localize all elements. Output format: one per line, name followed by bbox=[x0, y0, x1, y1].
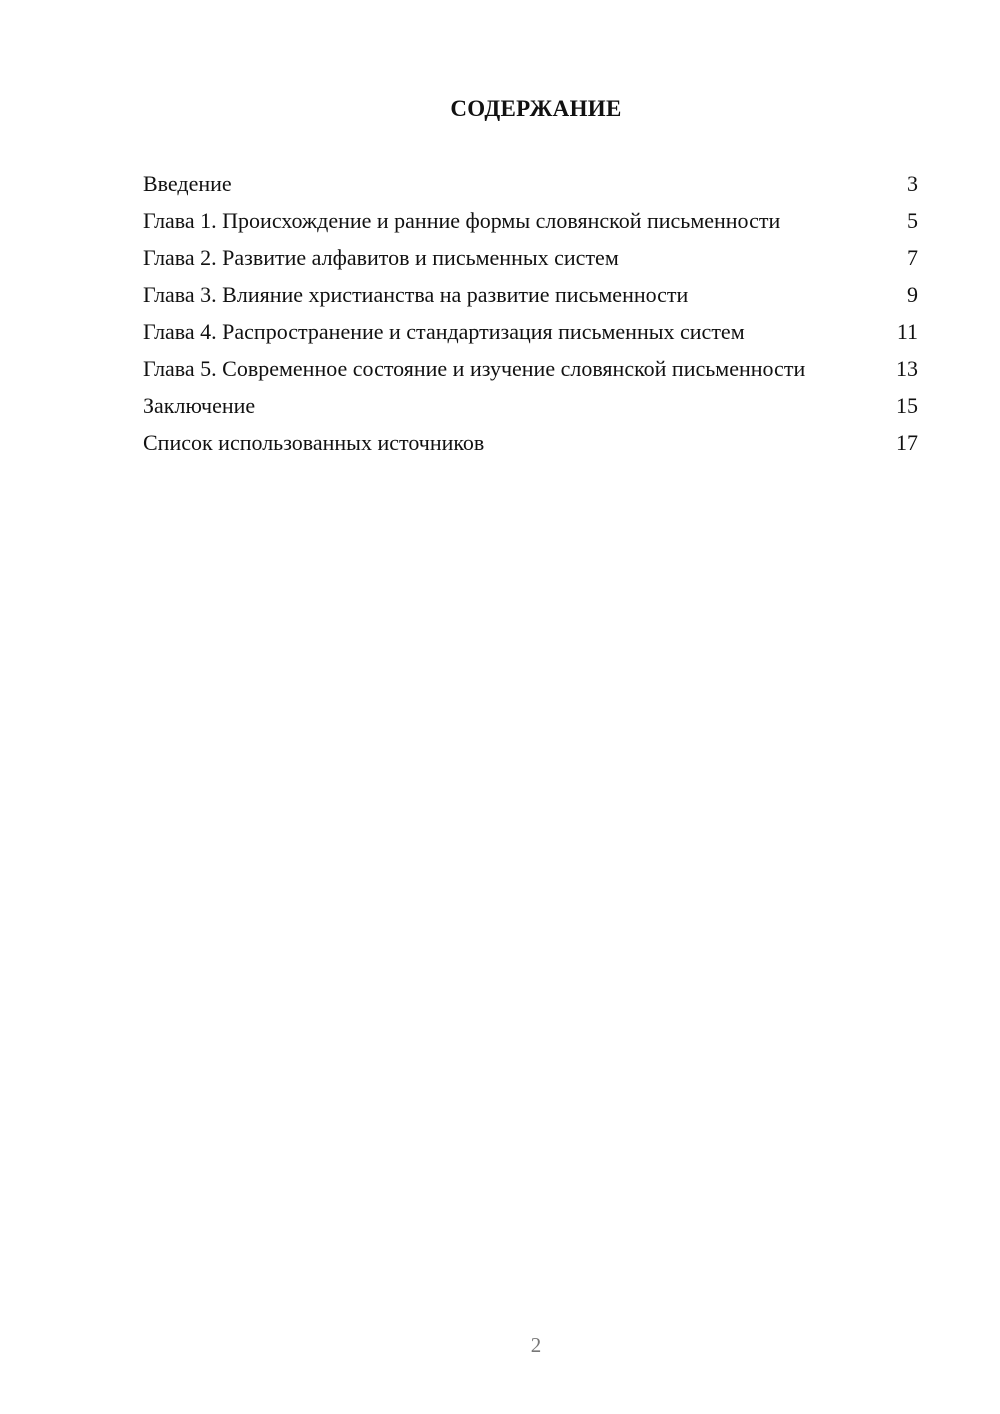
toc-entry-page: 9 bbox=[907, 282, 918, 307]
toc-entry-text: Глава 5. Современное состояние и изучение словянской письменности bbox=[143, 356, 806, 381]
toc-entry-page: 13 bbox=[896, 356, 918, 381]
toc-entry-page: 11 bbox=[896, 319, 918, 344]
toc-entry-chapter-5[interactable] bbox=[143, 356, 918, 382]
toc-list bbox=[143, 171, 918, 467]
toc-title: СОДЕРЖАНИЕ bbox=[450, 96, 622, 121]
toc-entry-text: Глава 4. Распространение и стандартизация письменных систем bbox=[143, 319, 745, 344]
toc-entry-page: 5 bbox=[907, 208, 918, 233]
toc-entry-text: Глава 3. Влияние христианства на развитие письменности bbox=[143, 282, 689, 307]
toc-entry-chapter-2[interactable] bbox=[143, 245, 918, 271]
toc-entry-chapter-1[interactable] bbox=[143, 208, 918, 234]
toc-entry-page: 17 bbox=[896, 430, 918, 455]
toc-entry-page: 3 bbox=[907, 171, 918, 196]
toc-entry-text: Глава 2. Развитие алфавитов и письменных систем bbox=[143, 245, 619, 270]
toc-entry-page: 7 bbox=[907, 245, 918, 270]
toc-entry-page: 15 bbox=[896, 393, 918, 418]
toc-entry-text: Заключение bbox=[143, 393, 256, 418]
toc-entry-chapter-3[interactable] bbox=[143, 282, 918, 308]
toc-entry-text: Список использованных источников bbox=[143, 430, 485, 455]
toc-entry-text: Введение bbox=[143, 171, 232, 196]
toc-entry-chapter-4[interactable] bbox=[143, 319, 918, 345]
toc-entry-conclusion[interactable] bbox=[143, 393, 918, 419]
toc-entry-introduction[interactable] bbox=[143, 171, 918, 197]
toc-entry-references[interactable] bbox=[143, 430, 918, 456]
page-number: 2 bbox=[530, 1333, 542, 1357]
toc-entry-text: Глава 1. Происхождение и ранние формы словянской письменности bbox=[143, 208, 781, 233]
